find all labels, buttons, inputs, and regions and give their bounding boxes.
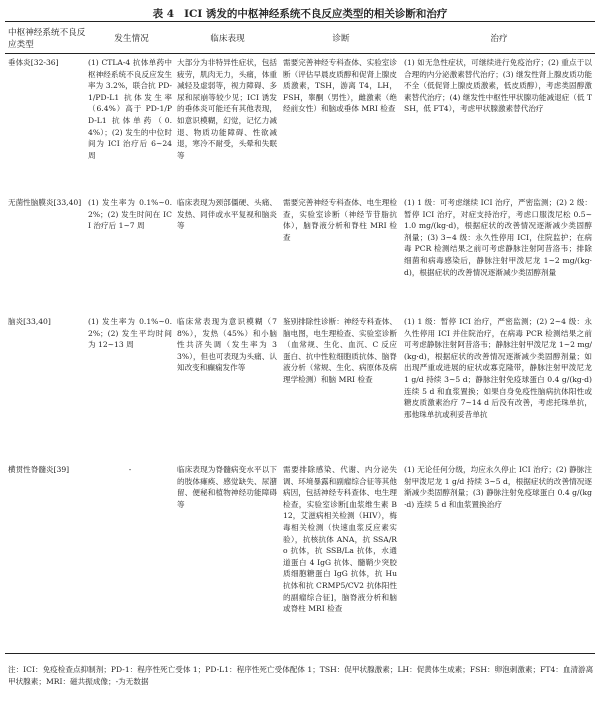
header-incidence: 发生情况	[114, 34, 149, 44]
cell-treatment: (1) 如无急性症状，可继续进行免疫治疗；(2) 重点于以合理的内分泌激素替代治疗；(3) 继发性肾上腺皮质功能不全（低促肾上腺皮质激素，低皮质醇），考虑类固醇激素替代治疗；(4) 继发性中枢性甲状腺功能减退症（低 TSH，低 FT4），考虑甲状腺激素替代治疗	[404, 58, 592, 114]
cell-incidence: (1) 发生率为 0.1%~0.2%；(2) 发生平均时间为 12~13 周	[88, 317, 172, 350]
cell-incidence: (1) 发生率为 0.1%~0.2%；(2) 发生时间在 ICI 治疗后 1~7 周	[88, 198, 172, 231]
table-footnote: 注：ICI：免疫检查点抑制剂；PD-1：程序性死亡受体 1；PD-L1：程序性死亡受体配体 1；TSH：促甲状腺激素；LH：促黄体生成素；FSH：卵泡刺激素；FT4：血清游离甲状腺素；MRI：磁共振成像；-为无数据	[8, 665, 594, 686]
cell-treatment: (1) 1 级：可考虑继续 ICI 治疗，严密监测；(2) 2 级：暂停 ICI 治疗，对症支持治疗，考虑口服泼尼松 0.5~1.0 mg/(kg·d)，根据症状的改善情况逐渐减少类固醇剂量；(3) 3~4 级：永久性停用 ICI，住院监护；在病毒 PCR 检测结果之前可考虑静脉注射阿昔洛韦；排除细菌和病毒感染后，静脉注射甲泼尼龙 1~2 mg/(kg·d)，根据症状的改善情况逐渐减少类固醇剂量	[404, 198, 592, 277]
cell-type: 横贯性脊髓炎[39]	[8, 465, 70, 474]
cell-clinical: 大部分为非特异性症状，包括疲劳，肌肉无力，头痛，体重减轻及虚弱等，视力障碍、多尿和尿崩等较少见；ICI 诱发的垂体炎可能还有其他表现，如意识模糊，幻觉，记忆力减退、物质功能障碍、性欲减退，寒冷不耐受，头晕和失眠等	[177, 58, 277, 160]
cell-type: 垂体炎[32-36]	[8, 58, 59, 67]
cell-diagnosis: 需要完善神经专科查体、电生理检查，实验室诊断（神经节苷脂抗体），脑脊液分析和脊柱 MRI 检查	[283, 198, 397, 242]
cell-clinical: 临床表现为颈部僵硬、头痛、发热、同伴或水平复视和脑炎等	[177, 198, 277, 231]
cell-clinical: 临床表现为脊髓病变水平以下的肢体瘫痪、感觉缺失、尿潴留、便秘和植物神经功能障碍等	[177, 465, 277, 509]
table-label: 表 4	[152, 8, 175, 20]
cell-treatment: (1) 无论任何分级，均应永久停止 ICI 治疗；(2) 静脉注射甲泼尼龙 1 g/d 持续 3~5 d，根据症状的改善情况逐渐减少类固醇剂量；(3) 静脉注射免疫球蛋白 0.4 g/(kg·d) 连续 5 d 和血浆置换治疗	[404, 465, 592, 509]
cell-type: 无菌性脑膜炎[33,40]	[8, 198, 82, 207]
table-title: ICI 诱发的中枢神经系统不良反应类型的相关诊断和治疗	[184, 8, 448, 20]
header-rule	[5, 53, 595, 54]
header-treatment: 治疗	[490, 34, 508, 44]
top-rule	[5, 21, 595, 22]
header-diagnosis: 诊断	[332, 34, 350, 44]
cell-diagnosis: 需要排除感染、代谢、内分泌失调、环境暴露和副瘤综合征等其他病因，包括神经专科查体、电生理检查，实验室诊断[血浆维生素 B12，艾滋病相关检测（HIV），梅毒相关检测（快速血浆反应素实验），抗核抗体 ANA，抗 SSA/Ro 抗体，抗 SSB/La 抗体，水通道蛋白 4 IgG 抗体、髓鞘少突胶质细胞糖蛋白 IgG 抗体，抗 Hu 抗体和抗 CRMP5/CV2 抗体阳性的副瘤综合征]，脑脊液分析和脑或脊柱 MRI 检查	[283, 465, 397, 614]
cell-incidence: -	[128, 465, 132, 474]
table-caption	[0, 6, 600, 21]
cell-diagnosis: 需要完善神经专科查体、实验室诊断（评估早晨皮质醇和促肾上腺皮质激素，TSH，游离 T4，LH，FSH，睾酮（男性），雌激素（绝经前女性）和脑或垂体 MRI 检查	[283, 58, 397, 114]
cell-incidence: (1) CTLA-4 抗体单药中枢神经系统不良反应发生率为 3.2%，联合抗 PD-1/PD-L1 抗体发生率（6.4%）高于 PD-1/PD-L1 抗体单药（0.4%）；(2) 发生的中位时间为 ICI 治疗后 6~24 周	[88, 58, 172, 160]
cell-clinical: 临床常表现为意识模糊（78%），发热（45%）和小脑性共济失调（发生率为 33%），但也可表现为头痛、认知改变和癫痫发作等	[177, 317, 277, 373]
bottom-rule	[5, 653, 595, 654]
header-clinical: 临床表现	[210, 34, 245, 44]
cell-type: 脑炎[33,40]	[8, 317, 51, 326]
cell-diagnosis: 鉴别排除性诊断：神经专科查体、脑电图，电生理检查、实验室诊断（血常规、生化、血沉、C 反应蛋白、抗中性粒细胞质抗体、脑脊液分析（常规、生化、病原体及病理学检测）和脑 MRI 检查	[283, 317, 397, 384]
header-type: 中枢神经系统不良反应类型	[8, 28, 86, 50]
cell-treatment: (1) 1 级：暂停 ICI 治疗，严密监测；(2) 2~4 级：永久性停用 ICI 并住院治疗，在病毒 PCR 检测结果之前可考虑静脉注射阿昔洛韦；静脉注射甲泼尼龙 1~2 mg/(kg·d)，根据症状的改善情况逐渐减少类固醇剂量；如出现严重或进展的症状或寡克隆带，静脉注射甲泼尼龙 1 g/d 持续 3~5 d；静脉注射免疫球蛋白 0.4 g/(kg·d) 连续 5 d 和血浆置换；如果自身免疫性脑病抗体阳性或糖皮质激素治疗 7~14 d 后没有改善，考虑托珠单抗，那他珠单抗或利妥昔单抗	[404, 317, 592, 419]
